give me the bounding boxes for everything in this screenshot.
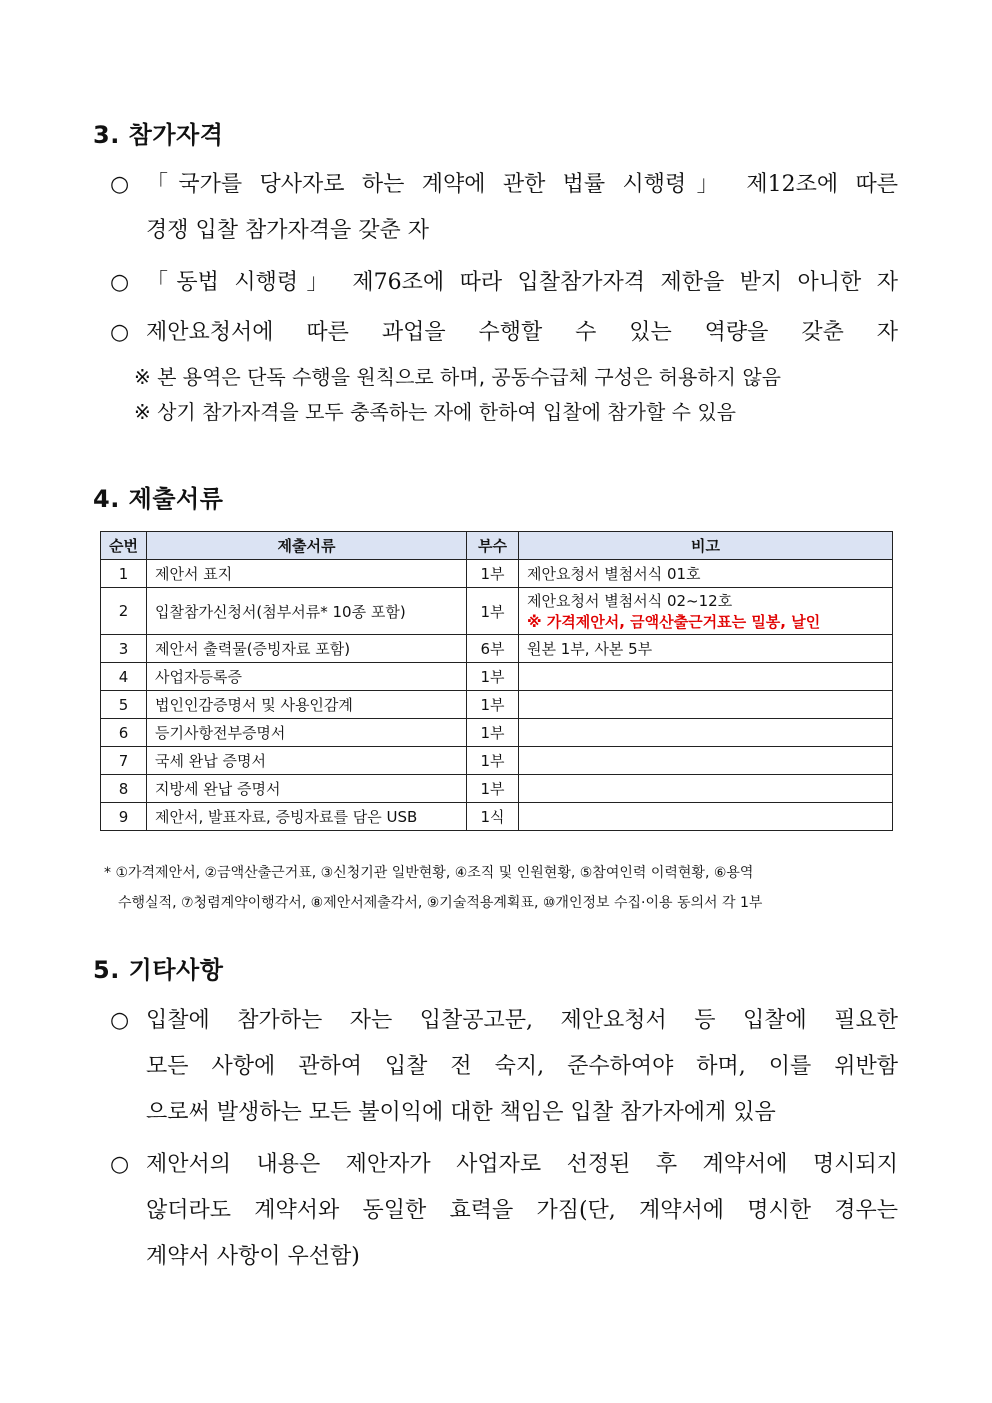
row-number: 9 [101,803,147,831]
sec5-item-2-line-1: 제안서의 내용은 제안자가 사업자로 선정된 후 계약서에 명시되지 [146,1152,898,1177]
sec3-item-2 [146,260,898,306]
sec3-item-3 [146,310,898,356]
table-row [101,719,893,747]
row-quantity: 1부 [467,560,519,588]
row-document: 법인인감증명서 및 사용인감계 [147,691,467,719]
row-remarks [519,775,893,803]
sec3-item-1 [146,162,898,254]
row-number: 3 [101,635,147,663]
section-5-title: 5. 기타사항 [93,956,224,984]
bullet-marker: ○ [110,1008,130,1033]
row-quantity: 1부 [467,691,519,719]
row-quantity: 1부 [467,588,519,635]
sec5-item-2 [146,1142,898,1280]
footnote-line-1: * ①가격제안서, ②금액산출근거표, ③신청기관 일반현황, ④조직 및 인원현황, ⑤참여인력 이력현황, ⑥용역 [104,865,754,881]
row-remarks [519,588,893,635]
table-row [101,747,893,775]
row-number: 2 [101,588,147,635]
header-quantity: 부수 [467,532,519,560]
attachments-footnote [104,858,900,918]
row-document: 입찰참가신청서(첨부서류* 10종 포함) [147,588,467,635]
bullet-marker: ○ [110,1152,130,1177]
row-remarks: 제안요청서 별첨서식 01호 [519,560,893,588]
row-remarks-warning: ※ 가격제안서, 금액산출근거표는 밀봉, 날인 [527,613,821,631]
table-row [101,775,893,803]
row-number: 6 [101,719,147,747]
row-remarks [519,719,893,747]
sec5-item-1-line-2: 모든 사항에 관하여 입찰 전 숙지, 준수하여야 하며, 이를 위반함 [146,1054,898,1079]
row-quantity: 6부 [467,635,519,663]
sec3-note-1: ※ 본 용역은 단독 수행을 원칙으로 하며, 공동수급체 구성은 허용하지 않음 [134,365,781,389]
row-document: 사업자등록증 [147,663,467,691]
sec5-item-1 [146,998,898,1136]
row-document: 등기사항전부증명서 [147,719,467,747]
row-quantity: 1부 [467,663,519,691]
sec5-item-1-line-1: 입찰에 참가하는 자는 입찰공고문, 제안요청서 등 입찰에 필요한 [146,1008,898,1033]
header-number: 순번 [101,532,147,560]
section-3-title: 3. 참가자격 [93,121,224,149]
row-remarks-text: 제안요청서 별첨서식 02~12호 [527,592,733,610]
row-remarks [519,747,893,775]
sec3-item-3-line-1: 제안요청서에 따른 과업을 수행할 수 있는 역량을 갖춘 자 [146,320,898,345]
row-number: 7 [101,747,147,775]
table-row [101,691,893,719]
bullet-marker: ○ [110,270,130,295]
table-row [101,635,893,663]
sec5-item-1-line-3: 으로써 발생하는 모든 불이익에 대한 책임은 입찰 참가자에게 있음 [146,1100,776,1125]
row-quantity: 1부 [467,775,519,803]
table-row [101,560,893,588]
row-number: 4 [101,663,147,691]
row-remarks [519,663,893,691]
table-row [101,663,893,691]
section-4-title: 4. 제출서류 [93,485,224,513]
sec3-note-2: ※ 상기 참가자격을 모두 충족하는 자에 한하여 입찰에 참가할 수 있음 [134,400,736,424]
sec5-item-2-line-2: 않더라도 계약서와 동일한 효력을 가짐(단, 계약서에 명시한 경우는 [146,1198,898,1223]
row-number: 5 [101,691,147,719]
header-remarks: 비고 [519,532,893,560]
row-document: 제안서 표지 [147,560,467,588]
table-row [101,588,893,635]
row-remarks [519,803,893,831]
bullet-marker: ○ [110,172,130,197]
row-quantity: 1식 [467,803,519,831]
table-row [101,803,893,831]
table-header-row [101,532,893,560]
row-quantity: 1부 [467,719,519,747]
row-remarks: 원본 1부, 사본 5부 [519,635,893,663]
row-document: 제안서 출력물(증빙자료 포함) [147,635,467,663]
sec5-item-2-line-3: 계약서 사항이 우선함) [146,1244,360,1269]
bullet-marker: ○ [110,320,130,345]
row-document: 국세 완납 증명서 [147,747,467,775]
header-document: 제출서류 [147,532,467,560]
sec3-item-1-line-1: 「국가를 당사자로 하는 계약에 관한 법률 시행령」 제12조에 따른 [146,172,898,197]
row-remarks [519,691,893,719]
footnote-line-2: 수행실적, ⑦청렴계약이행각서, ⑧제안서제출각서, ⑨기술적용계획표, ⑩개인정보 수집·이용 동의서 각 1부 [118,895,763,911]
row-number: 1 [101,560,147,588]
row-document: 지방세 완납 증명서 [147,775,467,803]
documents-table [100,531,893,831]
row-document: 제안서, 발표자료, 증빙자료를 담은 USB [147,803,467,831]
row-quantity: 1부 [467,747,519,775]
sec3-item-1-line-2: 경쟁 입찰 참가자격을 갖춘 자 [146,218,429,243]
row-number: 8 [101,775,147,803]
sec3-item-2-line-1: 「동법 시행령」 제76조에 따라 입찰참가자격 제한을 받지 아니한 자 [146,270,898,295]
